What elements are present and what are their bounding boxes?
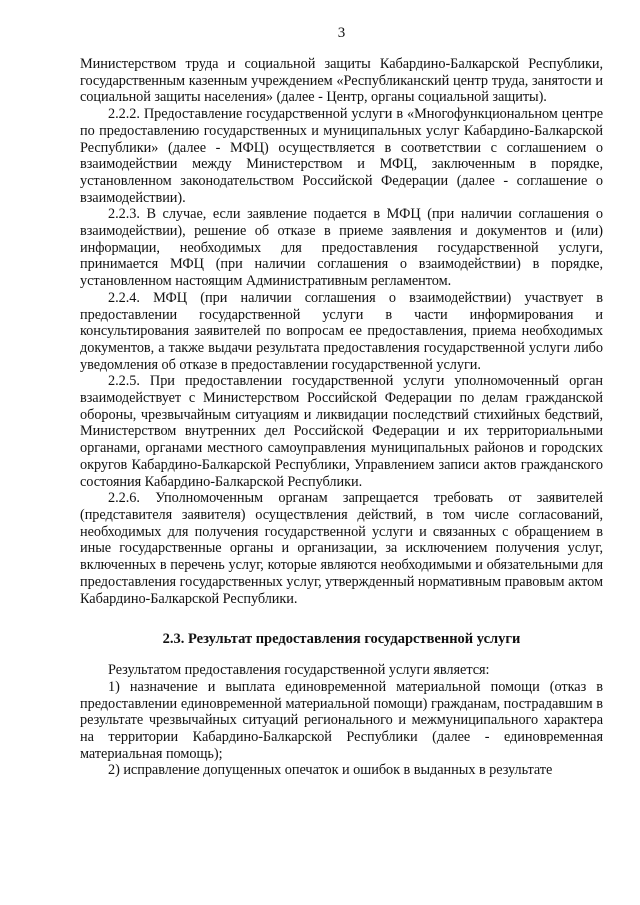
- paragraph-continuation: Министерством труда и социальной защиты Кабардино-Балкарской Республики, государственным казенным учреждением «Республиканский центр труда, занятости и социальной защиты населения» (далее - Центр, органы социальной защиты).: [80, 56, 603, 106]
- page-number: 3: [337, 25, 346, 41]
- paragraph-2-2-5: 2.2.5. При предоставлении государственной услуги уполномоченный орган взаимодействует с Министерством Российской Федерации по делам гражданской обороны, чрезвычайным ситуациям и ликвидации последствий стихийных бедствий, Министерством внутренних дел Российской Федерации и их территориальными органами, органами местного самоуправления муниципальных районов и городских округов Кабардино-Балкарской Республики, Управлением записи актов гражданского состояния Кабардино-Балкарской Республики.: [80, 373, 603, 490]
- document-page: [80, 24, 603, 779]
- paragraph-result-intro: Результатом предоставления государственной услуги является:: [108, 662, 490, 679]
- section-heading: 2.3. Результат предоставления государственной услуги: [162, 631, 521, 648]
- paragraph-result-item-1: 1) назначение и выплата единовременной материальной помощи (отказ в предоставлении единовременной материальной помощи) гражданам, пострадавшим в результате чрезвычайных ситуаций регионального и межмуниципального характера на территории Кабардино-Балкарской Республики (далее - единовременная материальная помощь);: [80, 678, 603, 762]
- paragraph-2-2-4: 2.2.4. МФЦ (при наличии соглашения о взаимодействии) участвует в предоставлении государственной услуги в части информирования и консультирования заявителей по вопросам ее предоставления, приема необходимых документов, а также выдачи результата предоставления государственной услуги либо уведомления об отказе в предоставлении государственной услуги.: [80, 289, 603, 373]
- paragraph-2-2-2: 2.2.2. Предоставление государственной услуги в «Многофункциональном центре по предоставлению государственных и муниципальных услуг Кабардино-Балкарской Республики» (далее - МФЦ) осуществляется в соответствии с соглашением о взаимодействии между Министерством и МФЦ, заключенным в порядке, установленном законодательством Российской Федерации (далее - соглашение о взаимодействии).: [80, 106, 603, 206]
- paragraph-2-2-6: 2.2.6. Уполномоченным органам запрещается требовать от заявителей (представителя заявителя) осуществления действий, в том числе согласований, необходимых для получения государственной услуги и связанных с обращением в иные государственные органы и организации, за исключением получения услуг, включенных в перечень услуг, которые являются необходимыми и обязательными для предоставления государственных услуг, утвержденный нормативным правовым актом Кабардино-Балкарской Республики.: [80, 490, 603, 607]
- paragraph-result-item-2: 2) исправление допущенных опечаток и ошибок в выданных в результате: [108, 762, 553, 779]
- paragraph-2-2-3: 2.2.3. В случае, если заявление подается в МФЦ (при наличии соглашения о взаимодействии), решение об отказе в приеме заявления и документов и (или) информации, необходимых для предоставления государственной услуги, принимается МФЦ (при наличии соглашения о взаимодействии) в порядке, установленном настоящим Административным регламентом.: [80, 206, 603, 290]
